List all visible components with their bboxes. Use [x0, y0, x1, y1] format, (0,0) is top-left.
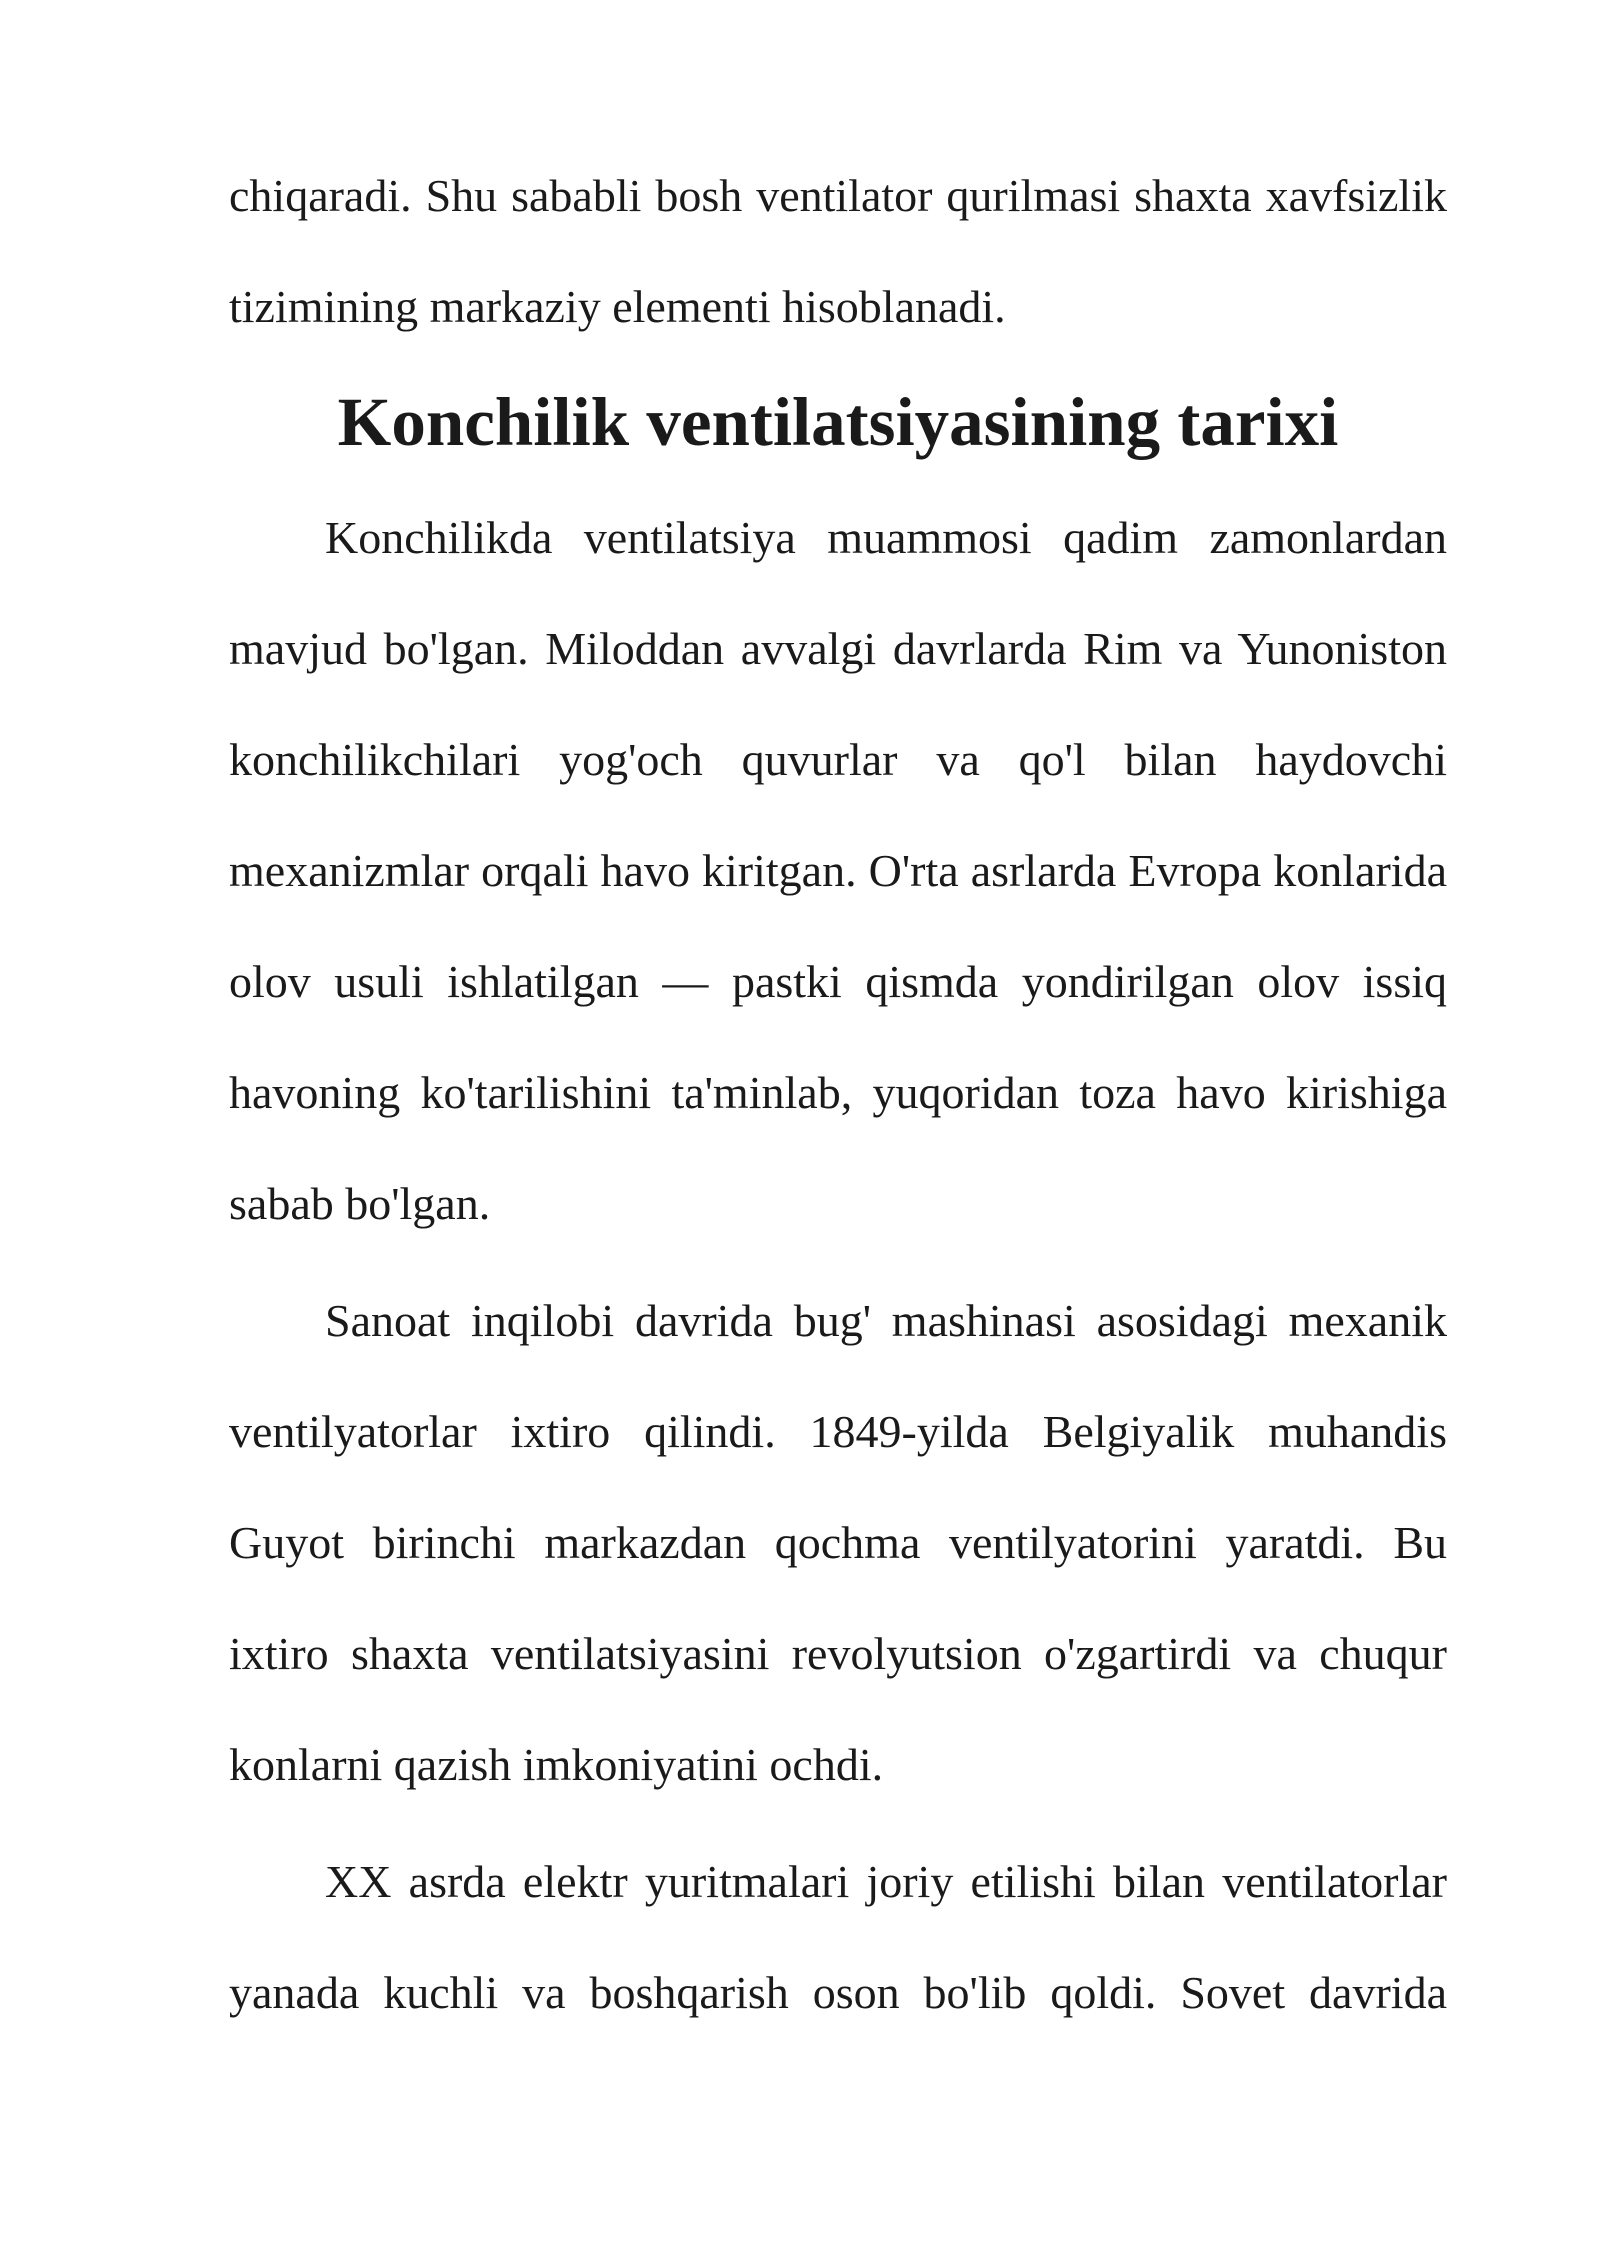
paragraph-continued: chiqaradi. Shu sababli bosh ventilator qurilmasi shaxta xavfsizlik tizimining markaziy elementi hisoblanadi. — [229, 170, 1447, 332]
paragraph-history-20th-century: XX asrda elektr yuritmalari joriy etilishi bilan ventilatorlar yanada kuchli va boshqarish oson bo'lib qoldi. Sovet davrida — [229, 1856, 1447, 2018]
section-heading: Konchilik ventilatsiyasining tarixi — [337, 384, 1339, 460]
paragraph-history-ancient: Konchilikda ventilatsiya muammosi qadim zamonlardan mavjud bo'lgan. Miloddan avvalgi davrlarda Rim va Yunoniston konchilikchilari yog'och quvurlar va qo'l bilan haydovchi mexanizmlar orqali havo kiritgan. O'rta asrlarda Evropa konlarida olov usuli ishlatilgan — pastki qismda yondirilgan olov issiq havoning ko'tarilishini ta'minlab, yuqoridan toza havo kirishiga sabab bo'lgan. — [229, 512, 1447, 1229]
paragraph-history-industrial: Sanoat inqilobi davrida bug' mashinasi asosidagi mexanik ventilyatorlar ixtiro qilindi. 1849-yilda Belgiyalik muhandis Guyot birinchi markazdan qochma ventilyatorini yaratdi. Bu ixtiro shaxta ventilatsiyasini revolyutsion o'zgartirdi va chuqur konlarni qazish imkoniyatini ochdi. — [229, 1295, 1447, 1790]
document-body — [229, 140, 1447, 2048]
